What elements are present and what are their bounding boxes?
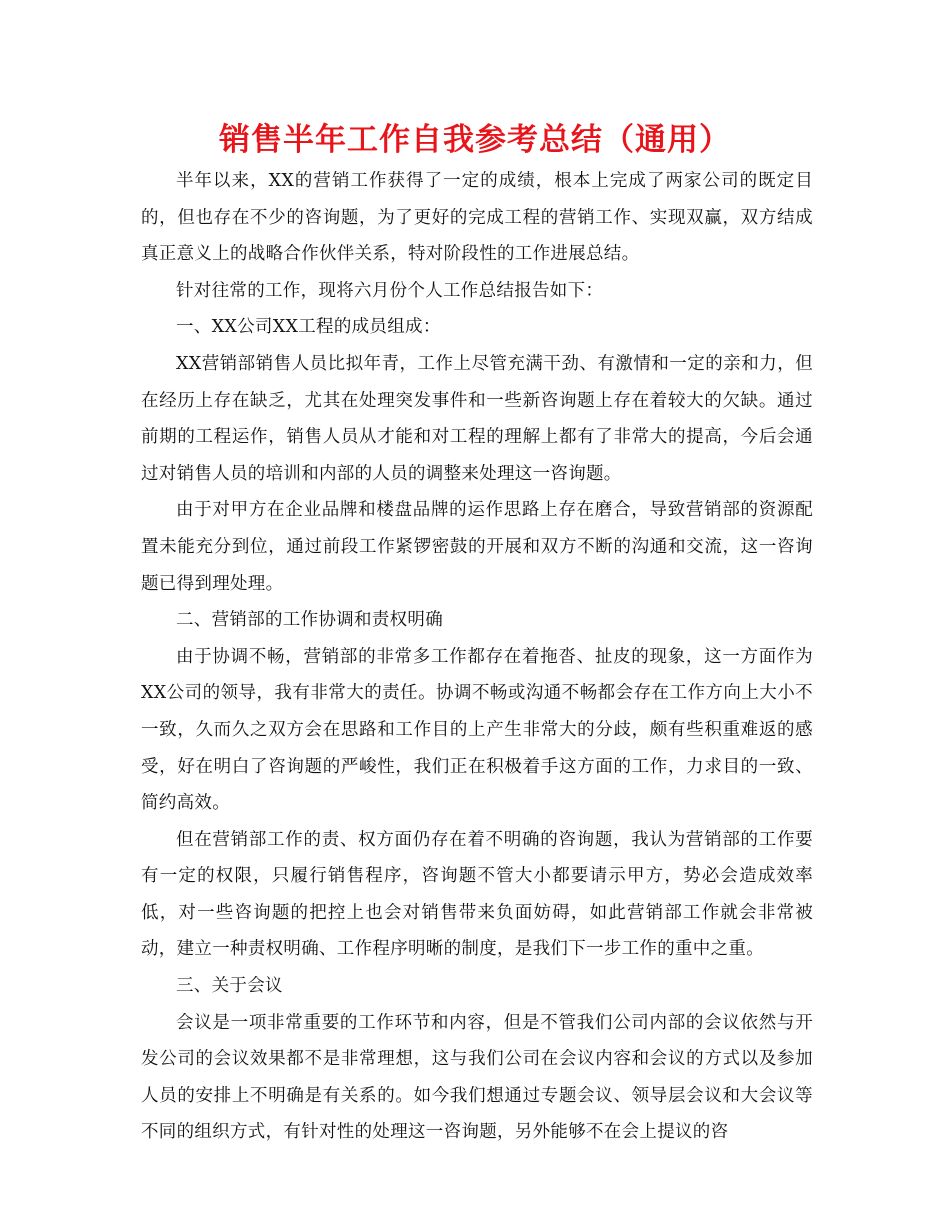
section-heading: 三、关于会议 — [176, 976, 283, 997]
document-body — [141, 163, 813, 1151]
section-heading: 二、营销部的工作协调和责权明确 — [176, 610, 443, 631]
paragraph: 针对往常的工作，现将六月份个人工作总结报告如下： — [176, 280, 604, 301]
document-title: 销售半年工作自我参考总结（通用） — [219, 122, 731, 158]
paragraph: 由于对甲方在企业品牌和楼盘品牌的运作思路上存在磨合，导致营销部的资源配置未能充分到位，通过前段工作紧锣密鼓的开展和双方不断的沟通和交流，这一咨询题已得到理处理。 — [141, 500, 813, 594]
paragraph: 但在营销部工作的责、权方面仍存在着不明确的咨询题，我认为营销部的工作要有一定的权限，只履行销售程序，咨询题不管大小都要请示甲方，势必会造成效率低，对一些咨询题的把控上也会对销售带来负面妨碍，如此营销部工作就会非常被动，建立一种责权明确、工作程序明晰的制度，是我们下一步工作的重中之重。 — [141, 829, 813, 960]
paragraph: 半年以来，XX的营销工作获得了一定的成绩，根本上完成了两家公司的既定目的，但也存在不少的咨询题，为了更好的完成工程的营销工作、实现双赢，双方结成真正意义上的战略合作伙伴关系，特对阶段性的工作进展总结。 — [141, 171, 813, 265]
paragraph: 由于协调不畅，营销部的非常多工作都存在着拖沓、扯皮的现象，这一方面作为XX公司的领导，我有非常大的责任。协调不畅或沟通不畅都会存在工作方向上大小不一致，久而久之双方会在思路和工作目的上产生非常大的分歧，颇有些积重难返的感受，好在明白了咨询题的严峻性，我们正在积极着手这方面的工作，力求目的一致、简约高效。 — [141, 646, 813, 814]
section-heading: 一、XX公司XX工程的成员组成： — [176, 317, 441, 338]
paragraph: 会议是一项非常重要的工作环节和内容，但是不管我们公司内部的会议依然与开发公司的会议效果都不是非常理想，这与我们公司在会议内容和会议的方式以及参加人员的安排上不明确是有关系的。如今我们想通过专题会议、领导层会议和大会议等不同的组织方式，有针对性的处理这一咨询题，另外能够不在会上提议的咨 — [141, 1012, 813, 1143]
paragraph: XX营销部销售人员比拟年青，工作上尽管充满干劲、有激情和一定的亲和力，但在经历上存在缺乏，尤其在处理突发事件和一些新咨询题上存在着较大的欠缺。通过前期的工程运作，销售人员从才能和对工程的理解上都有了非常大的提高，今后会通过对销售人员的培训和内部的人员的调整来处理这一咨询题。 — [141, 353, 813, 484]
